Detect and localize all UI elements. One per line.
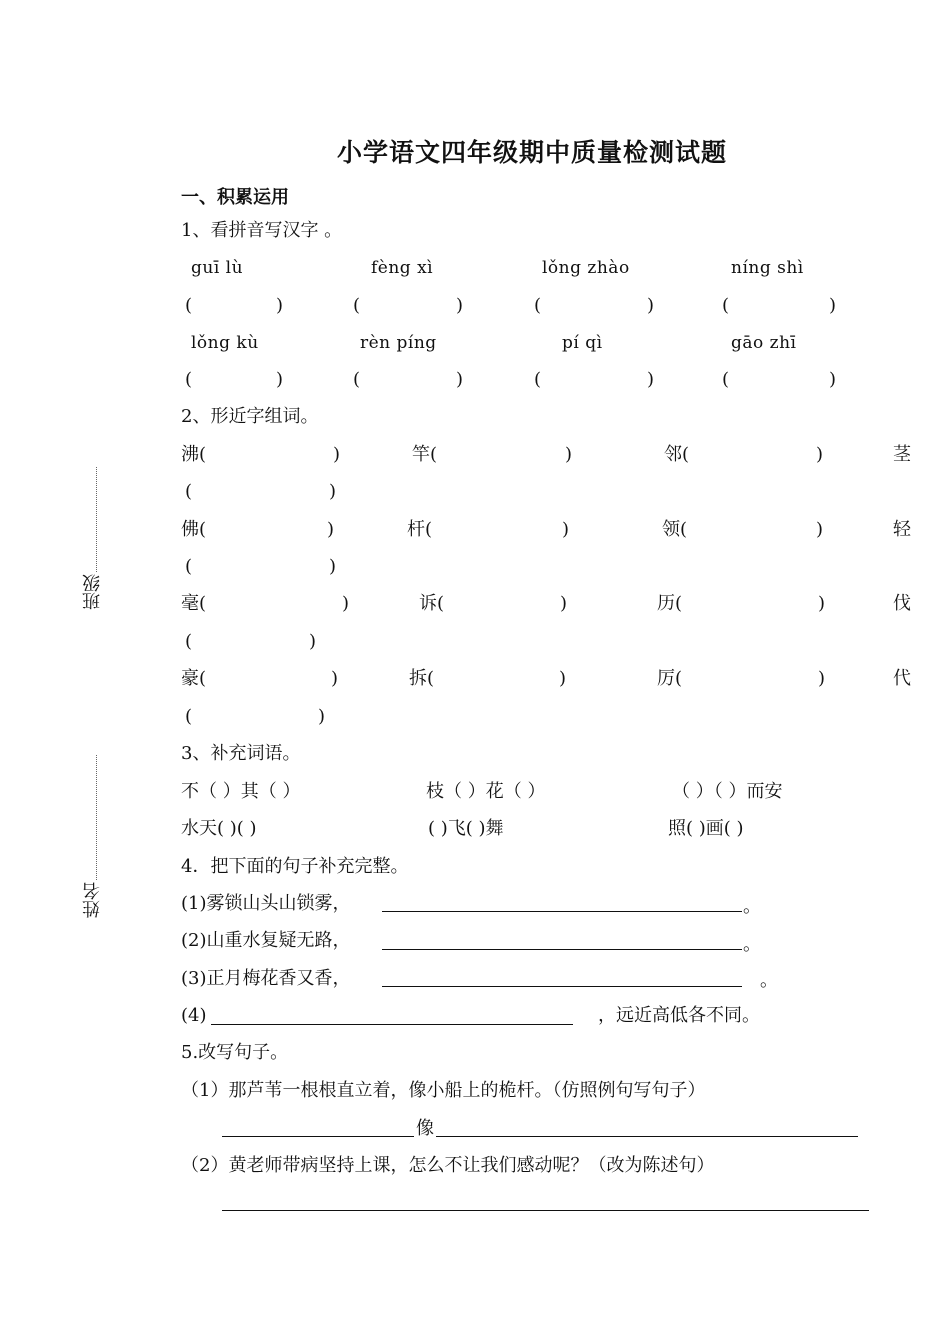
char-item: 茎 [893,444,911,465]
bracket-close: ) [331,668,339,689]
binding-line-name [96,755,97,880]
answer-bracket-close: ) [276,369,284,390]
bracket-close: ) [342,593,350,614]
section-heading: 一、积累运用 [181,187,289,208]
idiom-item: （ ）（ ）而安 [672,781,783,802]
answer-bracket-open: ( [534,295,542,316]
bracket-close: ) [565,444,573,465]
idiom-item: 枝（ ）花（ ） [426,781,546,802]
period: 。 [743,896,761,917]
answer-bracket-close: ) [456,295,464,316]
answer-line[interactable] [436,1136,858,1137]
answer-line[interactable] [382,911,742,912]
bracket-close: ) [318,706,326,727]
bracket-open: ( [185,481,193,502]
char-item: 邻( [664,444,690,465]
bracket-close: ) [560,593,568,614]
answer-bracket-open: ( [722,369,730,390]
period: 。 [760,970,778,991]
char-item: 历( [657,593,683,614]
answer-bracket-open: ( [185,369,193,390]
sentence-3: (3)正月梅花香又香， [181,968,351,989]
pinyin-1: guī lù [191,258,244,278]
pinyin-8: gāo zhī [731,333,797,353]
answer-line[interactable] [222,1136,414,1137]
idiom-item: ( )飞( )舞 [428,818,504,839]
answer-line[interactable] [211,1024,573,1025]
char-item: 领( [662,519,688,540]
pinyin-4: níng shì [731,258,804,278]
pinyin-3: lǒng zhào [542,258,630,278]
answer-bracket-close: ) [829,295,837,316]
bracket-close: ) [559,668,567,689]
char-item: 伐 [893,593,911,614]
bracket-close: ) [818,668,826,689]
answer-bracket-open: ( [353,295,361,316]
sentence-2: (2)山重水复疑无路， [181,930,351,951]
char-item: 轻 [893,519,911,540]
question-4-label: 4．把下面的句子补充完整。 [181,856,409,877]
bracket-close: ) [333,444,341,465]
char-item: 诉( [419,593,445,614]
char-item: 佛( [181,519,207,540]
period: 。 [743,934,761,955]
answer-bracket-open: ( [534,369,542,390]
question-1-label: 1、看拼音写汉字 。 [181,220,343,241]
rewrite-item-2: （2）黄老师带病坚持上课，怎么不让我们感动呢？（改为陈述句） [181,1155,715,1176]
bracket-close: ) [562,519,570,540]
sentence-4-text: ，远近高低各不同。 [598,1005,760,1026]
answer-line[interactable] [382,949,742,950]
page-title: 小学语文四年级期中质量检测试题 [337,138,728,167]
sentence-4-number: (4) [181,1005,207,1026]
rewrite-item-1-mid: 像 [416,1118,434,1139]
bracket-close: ) [329,481,337,502]
rewrite-item-1: （1）那芦苇一根根直立着，像小船上的桅杆。（仿照例句写句子） [181,1080,706,1101]
bracket-close: ) [816,444,824,465]
char-item: 豪( [181,668,207,689]
answer-line[interactable] [222,1210,869,1211]
pinyin-7: pí qì [562,333,603,353]
bracket-close: ) [329,556,337,577]
answer-line[interactable] [382,986,742,987]
answer-bracket-close: ) [647,295,655,316]
bracket-close: ) [327,519,335,540]
char-item: 沸( [181,444,207,465]
class-label: 班级 [82,574,103,610]
binding-line-class [96,467,97,572]
answer-bracket-open: ( [353,369,361,390]
sentence-1: (1)雾锁山头山锁雾， [181,893,351,914]
idiom-item: 照( )画( ) [668,818,744,839]
answer-bracket-open: ( [185,295,193,316]
pinyin-6: rèn píng [360,333,437,353]
char-item: 拆( [409,668,435,689]
bracket-close: ) [818,593,826,614]
char-item: 杆( [407,519,433,540]
answer-bracket-close: ) [647,369,655,390]
pinyin-5: lǒng kù [191,333,259,353]
name-label: 姓名 [82,882,103,918]
bracket-open: ( [185,556,193,577]
question-5-label: 5.改写句子。 [181,1042,289,1063]
bracket-open: ( [185,706,193,727]
question-2-label: 2、形近字组词。 [181,406,319,427]
char-item: 厉( [657,668,683,689]
bracket-close: ) [816,519,824,540]
pinyin-2: fèng xì [371,258,434,278]
answer-bracket-close: ) [829,369,837,390]
idiom-item: 水天( )( ) [181,818,257,839]
idiom-item: 不（ ）其（ ） [181,781,301,802]
answer-bracket-close: ) [276,295,284,316]
char-item: 毫( [181,593,207,614]
answer-bracket-close: ) [456,369,464,390]
bracket-close: ) [309,631,317,652]
answer-bracket-open: ( [722,295,730,316]
bracket-open: ( [185,631,193,652]
char-item: 竿( [412,444,438,465]
char-item: 代 [893,668,911,689]
question-3-label: 3、补充词语。 [181,743,301,764]
